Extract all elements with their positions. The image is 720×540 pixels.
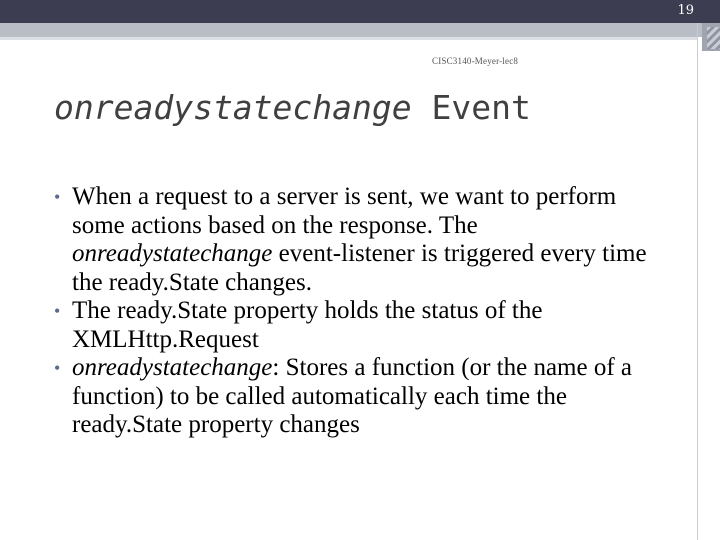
slide-footer: CISC3140-Meyer-lec8 (432, 56, 519, 66)
band-divider (0, 37, 698, 40)
right-rule (697, 23, 698, 540)
bullet-item (54, 354, 666, 440)
bullet-dot-icon: • (54, 187, 61, 207)
slide-title (54, 88, 531, 127)
bullet-dot-icon: • (54, 301, 61, 321)
bullet-text-part: : Stores a function (or the name of a function) to be called automatically each time the ready.State property changes (72, 354, 633, 438)
bullet-text-part: When a request to a server is sent, we want to perform some actions based on the response. The (72, 183, 617, 239)
bullet-item (54, 297, 666, 354)
top-band (0, 0, 720, 23)
bullet-text-part: The ready.State property holds the status of the XMLHttp.Request (72, 297, 543, 353)
slide-number: 19 (677, 3, 694, 18)
bullet-text-part: event-listener is triggered every time the ready.State changes. (72, 240, 647, 296)
bullet-text-part: onreadystatechange (72, 354, 273, 381)
corner-pattern (707, 27, 720, 49)
title-code: onreadystatechange (54, 88, 412, 127)
bullet-item (54, 183, 666, 297)
title-rest: Event (411, 88, 531, 127)
bullet-text-part: onreadystatechange (72, 240, 273, 267)
slide-body (54, 183, 666, 440)
mid-band (0, 23, 720, 37)
bullet-dot-icon: • (54, 358, 61, 378)
